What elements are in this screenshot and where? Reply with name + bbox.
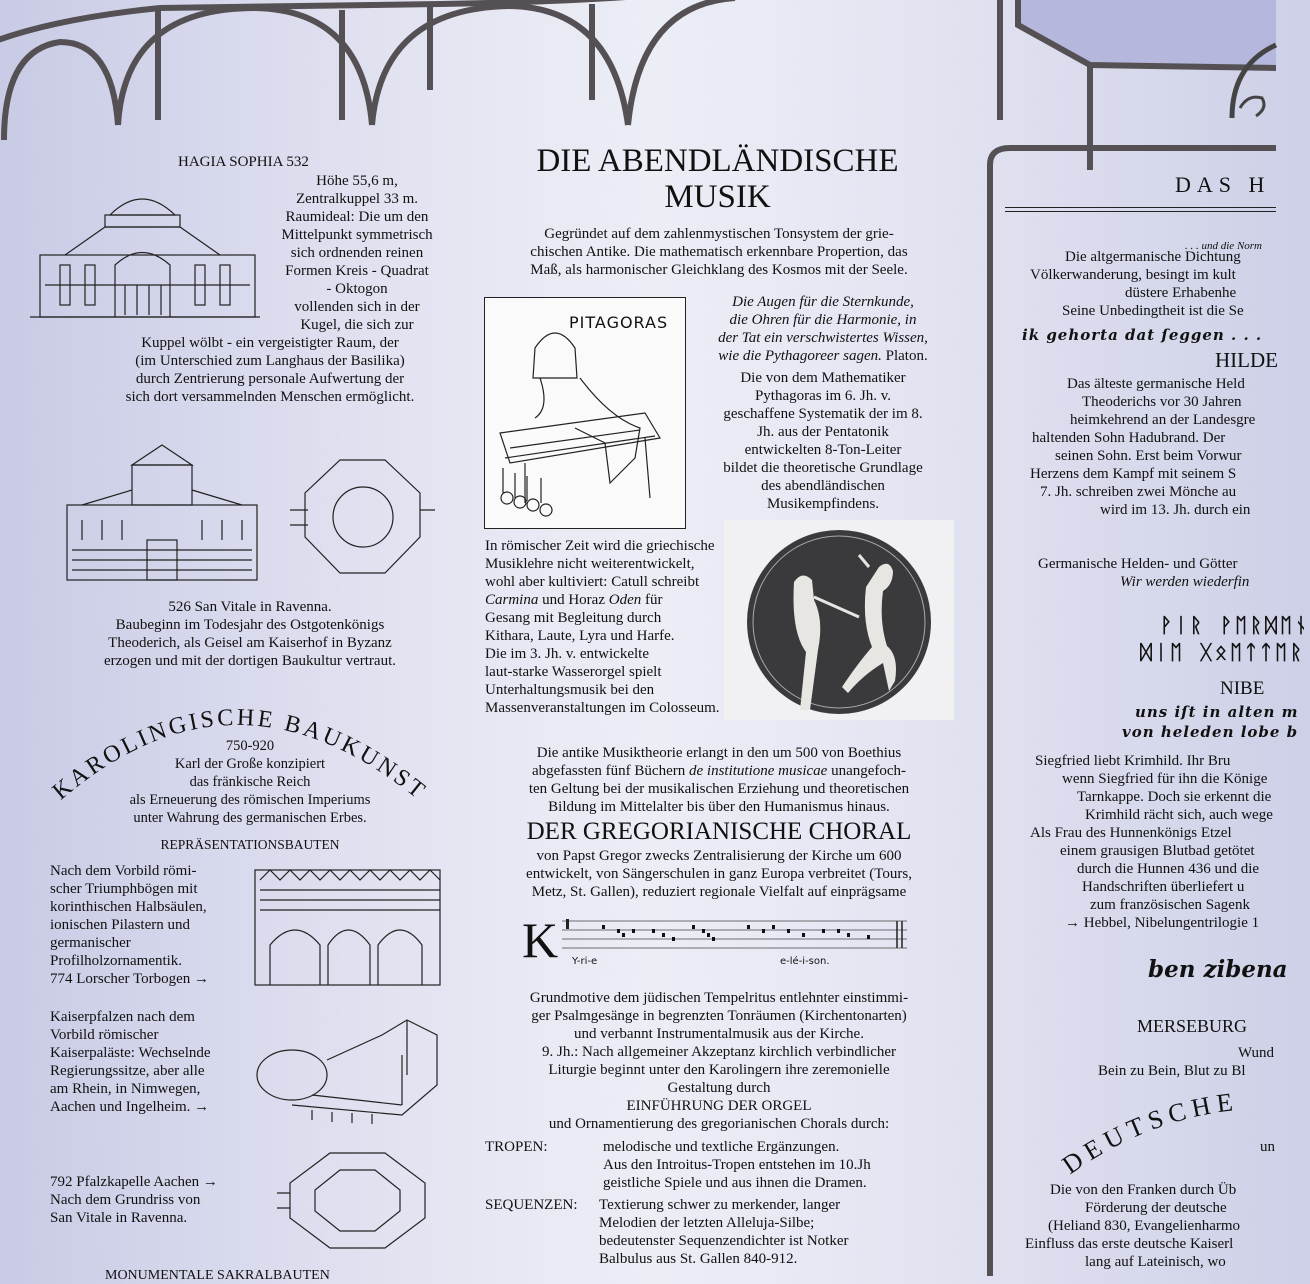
mid-pyth-l4: Jh. aus der Pentatonik — [757, 424, 889, 440]
mid-intro-l1: Gegründet auf dem zahlenmystischen Tonsystem der grie- — [544, 226, 894, 242]
merseburger-heading: MERSEBURG — [1137, 1016, 1248, 1036]
boethius-text — [480, 744, 958, 816]
deutsche-title-text: DEUTSCHE — [1056, 1090, 1241, 1180]
mid-intro-l2: chischen Antike. Die mathematisch erkennbare Propertion, das — [530, 244, 908, 260]
mid-boeth-l4: Bildung im Mittelalter bis über den Humanismus hinaus. — [548, 799, 890, 815]
mid-grund-l3: und verbannt Instrumentalmusik aus der Kirche. — [574, 1026, 864, 1042]
svg-text:DEUTSCHE — [1057, 1090, 1240, 1180]
left-hagia-l8: vollenden sich in der — [294, 299, 420, 315]
runes-line-1: ᚹᛁᚱ ᚹᛖᚱᛞᛖᚾ — [1160, 613, 1310, 637]
hildebrand-quote: ik gehorta dat ſeggen . . . — [1022, 326, 1263, 344]
hagia-text-short — [262, 172, 452, 334]
left-hagia-l9: Kugel, die sich zur — [300, 317, 414, 333]
gregorian-intro — [480, 847, 958, 901]
left-karo-l4: unter Wahrung des germanischen Erbes. — [133, 810, 367, 826]
right-p1-l2: Völkerwanderung, besingt im kult — [1030, 267, 1236, 283]
san-vitale-plan — [285, 455, 440, 580]
right-p1-l4: Seine Unbedingtheit ist die Se — [1062, 303, 1244, 319]
mid-roman-l7: Die im 3. Jh. v. entwickelte — [485, 646, 649, 662]
right-p4-l6: einem grausigen Blutbad getötet — [1060, 843, 1255, 859]
pitagoras-woodcut — [484, 297, 686, 529]
left-pfalz-l6: Aachen und Ingelheim. → — [50, 1099, 210, 1115]
right-p3-l2: Wir werden wiederfin — [1120, 574, 1250, 590]
left-lorsch-l2: scher Triumphbögen mit — [50, 881, 198, 897]
mid-quote-l4b: Platon. — [881, 348, 928, 364]
left-hagia-l6: Formen Kreis - Quadrat — [285, 263, 429, 279]
left-lorsch-l1: Nach dem Vorbild römi- — [50, 863, 197, 879]
right-p6-l2: Förderung der deutsche — [1085, 1200, 1227, 1216]
right-p6-l3: (Heliand 830, Evangelienharmo — [1048, 1218, 1241, 1234]
hagia-text-wide — [60, 334, 480, 406]
music-intro — [480, 225, 958, 279]
mid-roman-l4a: Carmina — [485, 592, 539, 608]
mid-greg-l3: Metz, St. Gallen), reduziert regionale Vielfalt auf einprägsame — [531, 884, 907, 900]
right-un: un — [1260, 1139, 1275, 1155]
right-subtitle: . . . und die Norm — [1185, 240, 1262, 252]
left-pfalz-l4: Regierungssitze, aber alle — [50, 1063, 205, 1079]
left-hagia-w3: durch Zentrierung personale Aufwertung der — [135, 371, 405, 387]
nibelungenlied-heading: NIBE — [1220, 678, 1265, 699]
mid-greg-l2: entwickelt, von Sängerschulen in ganz Europa verbreitet (Tours, — [526, 866, 912, 882]
right-column-clip — [1000, 150, 1310, 1276]
left-hagia-w1: Kuppel wölbt - ein vergeistigter Raum, der — [141, 335, 399, 351]
sequenzen-entry — [485, 1196, 955, 1268]
left-vitale-l2: Baubeginn im Todesjahr des Ostgotenkönigs — [115, 617, 385, 633]
left-pfalz-l3: Kaiserpaläste: Wechselnde — [50, 1045, 211, 1061]
mid-pyth-l2: Pythagoras im 6. Jh. v. — [754, 388, 892, 404]
nibelungen-quote-2: von heleden lobe b — [1122, 723, 1299, 741]
right-p4-l1: Siegfried liebt Krimhild. Ihr Bru — [1035, 753, 1231, 769]
mid-pyth-l7: des abendländischen — [761, 478, 885, 494]
mid-grund-l4: 9. Jh.: Nach allgemeiner Akzeptanz kirchlich verbindlicher — [541, 1044, 897, 1060]
right-p2-l2: Theoderichs vor 30 Jahren — [1082, 394, 1242, 410]
mid-tropen-l1: melodische und textliche Ergänzungen. — [603, 1139, 840, 1155]
left-lorsch-l6: Profilholzornamentik. — [50, 953, 183, 969]
roman-music-text — [485, 537, 720, 717]
greek-vase-panel — [724, 520, 954, 720]
kyrie-neume-notation — [522, 913, 917, 973]
right-p4-l8: Handschriften überliefert u — [1082, 879, 1245, 895]
right-p1-l1: Die altgermanische Dichtung — [1065, 249, 1241, 265]
mid-tropen-l3: geistliche Spiele und aus ihnen die Dramen. — [603, 1175, 867, 1191]
right-p5-l2: Bein zu Bein, Blut zu Bl — [1098, 1063, 1246, 1079]
monumentale-heading: MONUMENTALE SAKRALBAUTEN — [105, 1268, 330, 1283]
right-p4-l7: durch die Hunnen 436 und die — [1077, 861, 1260, 877]
right-p2-l8: wird im 13. Jh. durch ein — [1100, 502, 1251, 518]
mid-title2: MUSIK — [664, 179, 771, 215]
left-aachen-l2: Nach dem Grundriss von — [50, 1192, 201, 1208]
mid-roman-l4d: für — [641, 592, 663, 608]
hildebrandslied-heading: HILDE — [1215, 348, 1278, 372]
mid-quote-l1: Die Augen für die Sternkunde, — [732, 294, 914, 310]
karolingische-title-text: KAROLINGISCHE BAUKUNST — [47, 704, 432, 806]
mid-boeth-l2c: unangefoch- — [827, 763, 907, 779]
mid-pyth-l8: Musikempfindens. — [766, 496, 880, 512]
right-p2-l1: Das älteste germanische Held — [1067, 376, 1245, 392]
mid-seq-l2: Melodien der letzten Alleluja-Silbe; — [599, 1215, 815, 1231]
right-p2-l3: heimkehrend an der Landesgre — [1070, 412, 1256, 428]
mid-seq-l4: Balbulus aus St. Gallen 840-912. — [599, 1251, 798, 1267]
left-hagia-l3: Raumideal: Die um den — [285, 209, 429, 225]
kaiserpfalz-text — [50, 1008, 211, 1116]
left-vitale-l3: Theoderich, als Geisel am Kaiserhof in Byzanz — [108, 635, 392, 651]
hildebrand-text — [1000, 375, 1300, 519]
left-pfalz-l5: am Rhein, in Nimwegen, — [50, 1081, 201, 1097]
mid-roman-l4b: und Horaz — [538, 592, 609, 608]
mid-seq-l1: Textierung schwer zu merkender, langer — [599, 1197, 841, 1213]
left-vitale-l4: erzogen und mit der dortigen Baukultur vertraut. — [104, 653, 396, 669]
mid-pyth-l3: geschaffene Systematik der im 8. — [723, 406, 923, 422]
mid-greg-l1: von Papst Gregor zwecks Zentralisierung der Kirche um 600 — [536, 848, 902, 864]
left-hagia-l4: Mittelpunkt symmetrisch — [281, 227, 433, 243]
left-hagia-l2: Zentralkuppel 33 m. — [295, 191, 419, 207]
left-hagia-l1: Höhe 55,6 m, — [316, 173, 398, 189]
nibelungen-quote-1: uns iſt in alten m — [1135, 703, 1299, 721]
left-hagia-l5: sich ordnenden reinen — [290, 245, 424, 261]
gregorian-body — [480, 989, 958, 1133]
left-hagia-w4: sich dort versammelnden Menschen ermöglicht. — [125, 389, 415, 405]
left-pfalz-l1: Kaiserpfalzen nach dem — [50, 1009, 195, 1025]
mid-boeth-l2a: abgefassten fünf Büchern — [531, 763, 689, 779]
left-aachen-l1: 792 Pfalzkapelle Aachen → — [50, 1174, 218, 1190]
mid-pyth-l5: entwickelten 8-Ton-Leiter — [744, 442, 902, 458]
mid-pyth-l1: Die von dem Mathematiker — [740, 370, 906, 386]
nibelungen-text — [1000, 752, 1300, 932]
san-vitale-drawing — [62, 430, 262, 585]
repraesentationsbauten-heading: REPRÄSENTATIONSBAUTEN — [160, 837, 340, 852]
right-p6-l1: Die von den Franken durch Üb — [1050, 1182, 1237, 1198]
left-karo-l3: als Erneuerung des römischen Imperiums — [129, 792, 371, 808]
pfalzkapelle-text — [50, 1173, 218, 1227]
mid-tropen-l2: Aus den Introitus-Tropen entstehen im 10.Jh — [603, 1157, 871, 1173]
platon-quote — [690, 293, 956, 365]
mid-roman-l9: Unterhaltungsmusik bei den — [485, 682, 655, 698]
mid-roman-l1: In römischer Zeit wird die griechische — [485, 538, 715, 554]
mid-roman-l4c: Oden — [608, 592, 642, 608]
left-karo-years: 750-920 — [225, 738, 275, 754]
right-p4-l4: Krimhild rächt sich, auch wege — [1085, 807, 1273, 823]
deutsche-text — [1000, 1181, 1300, 1271]
deutsche-arc-title — [1050, 1090, 1310, 1180]
mid-seq-l3: bedeutenster Sequenzendichter ist Notker — [599, 1233, 849, 1249]
mid-pyth-l6: bildet die theoretische Grundlage — [723, 460, 923, 476]
runes-line-2: ᛞᛁᛖ ᚷᛟᛖᛏᛏᛖᚱ — [1140, 640, 1306, 664]
left-karo-l2: das fränkische Reich — [189, 774, 311, 790]
left-lorsch-l5: germanischer — [50, 935, 131, 951]
mid-grund-l7: EINFÜHRUNG DER ORGEL — [626, 1098, 812, 1114]
right-p6-l4: Einfluss das erste deutsche Kaiserl — [1025, 1236, 1234, 1252]
mid-roman-l5: Gesang mit Begleitung durch — [485, 610, 662, 626]
right-p1-l3: düstere Erhabenhe — [1125, 285, 1237, 301]
mid-roman-l10: Massenveranstaltungen im Colosseum. — [485, 700, 720, 716]
kyrie-initial: K — [522, 912, 559, 968]
left-vitale-l1: 526 San Vitale in Ravenna. — [168, 599, 332, 615]
mid-roman-l8: laut-starke Wasserorgel spielt — [485, 664, 662, 680]
mid-boeth-l3: ten Geltung bei der musikalischen Erziehung und theoretischen — [528, 781, 910, 797]
lorsch-torbogen-drawing — [250, 865, 445, 990]
right-p2-l6: Herzens dem Kampf mit seinem S — [1030, 466, 1237, 482]
greek-vase-medallion — [739, 527, 939, 717]
merseburg-text — [1000, 1044, 1300, 1080]
tropen-entry — [485, 1138, 955, 1192]
pfalzkapelle-plan — [275, 1148, 440, 1253]
pitagoras-label: PITAGORAS — [569, 313, 669, 332]
right-p2-l5: seinen Sohn. Erst beim Vorwur — [1055, 448, 1242, 464]
mid-roman-l6: Kithara, Laute, Lyra und Harfe. — [485, 628, 675, 644]
right-intro — [1000, 248, 1300, 320]
left-lorsch-l7: 774 Lorscher Torbogen → — [50, 971, 210, 987]
mid-roman-l3: wohl aber kultiviert: Catull schreibt — [485, 574, 700, 590]
mid-roman-l2: Musiklehre nicht weiterentwickelt, — [485, 556, 695, 572]
hagia-title: HAGIA SOPHIA 532 — [178, 154, 309, 170]
goetter-text — [1000, 555, 1300, 591]
right-p2-l7: 7. Jh. schreiben zwei Mönche au — [1040, 484, 1237, 500]
left-lorsch-l4: ionischen Pilastern und — [50, 917, 190, 933]
pythagoras-text — [690, 369, 956, 513]
mid-tropen-label: TROPEN: — [485, 1139, 548, 1155]
mid-grund-l6: Gestaltung durch — [667, 1080, 771, 1096]
right-p4-l10: → Hebbel, Nibelungentrilogie 1 — [1065, 915, 1260, 931]
left-karo-l1: Karl der Große konzipiert — [174, 756, 326, 772]
merseburg-script: ben zibena — [1148, 956, 1288, 983]
right-p4-l3: Tarnkappe. Doch sie erkennt die — [1077, 789, 1272, 805]
mid-grund-l8: und Ornamentierung des gregorianischen Chorals durch: — [548, 1116, 890, 1132]
mid-quote-l4: wie die Pythagoreer sagen. — [718, 348, 882, 364]
mid-seq-label: SEQUENZEN: — [485, 1197, 578, 1213]
mid-grund-l5: Liturgie beginnt unter den Karolingern ihre zeremonielle — [548, 1062, 890, 1078]
mid-boeth-l2b: de institutione musicae — [689, 763, 828, 779]
mid-quote-l2: die Ohren für die Harmonie, in — [729, 312, 917, 328]
kyrie-syllables-1: Y-ri-e — [572, 956, 598, 967]
left-hagia-l7: - Oktogon — [326, 281, 388, 297]
mid-grund-l1: Grundmotive dem jüdischen Tempelritus entlehnter einstimmi- — [529, 990, 909, 1006]
san-vitale-caption — [40, 598, 460, 670]
right-p4-l5: Als Frau des Hunnenkönigs Etzel — [1030, 825, 1232, 841]
mid-boeth-l1: Die antike Musiktheorie erlangt in den um 500 von Boethius — [536, 745, 902, 761]
right-title: DAS H — [1175, 172, 1271, 197]
left-pfalz-l2: Vorbild römischer — [50, 1027, 159, 1043]
right-p6-l5: lang auf Lateinisch, wo — [1085, 1254, 1226, 1270]
left-aachen-l3: San Vitale in Ravenna. — [50, 1210, 188, 1226]
mid-grund-l2: ger Psalmgesänge in begrenzten Tonräumen (Kirchentonarten) — [531, 1008, 907, 1024]
right-p3-l1: Germanische Helden- und Götter — [1038, 556, 1238, 572]
right-p4-l9: zum französischen Sagenk — [1090, 897, 1250, 913]
kaiserpfalz-drawing — [252, 1015, 442, 1135]
right-p4-l2: wenn Siegfried für ihn die Könige — [1062, 771, 1268, 787]
kyrie-syllables-2: e-lé-i-son. — [780, 956, 830, 967]
mid-title1: DIE ABENDLÄNDISCHE — [536, 143, 899, 179]
karolingische-text — [60, 737, 440, 827]
page-title — [490, 143, 945, 215]
mid-intro-l3: Maß, als harmonischer Gleichklang des Kosmos mit der Seele. — [530, 262, 908, 278]
left-hagia-w2: (im Unterschied zum Langhaus der Basilika) — [135, 353, 405, 369]
right-p2-l4: haltenden Sohn Hadubrand. Der — [1032, 430, 1226, 446]
gregorian-heading: DER GREGORIANISCHE CHORAL — [526, 818, 912, 845]
mid-quote-l3: der Tat ein verschwistertes Wissen, — [718, 330, 928, 346]
right-p5-l1: Wund — [1238, 1045, 1275, 1061]
left-lorsch-l3: korinthischen Halbsäulen, — [50, 899, 207, 915]
lorsch-text — [50, 862, 209, 988]
hagia-sophia-drawing — [25, 185, 260, 325]
